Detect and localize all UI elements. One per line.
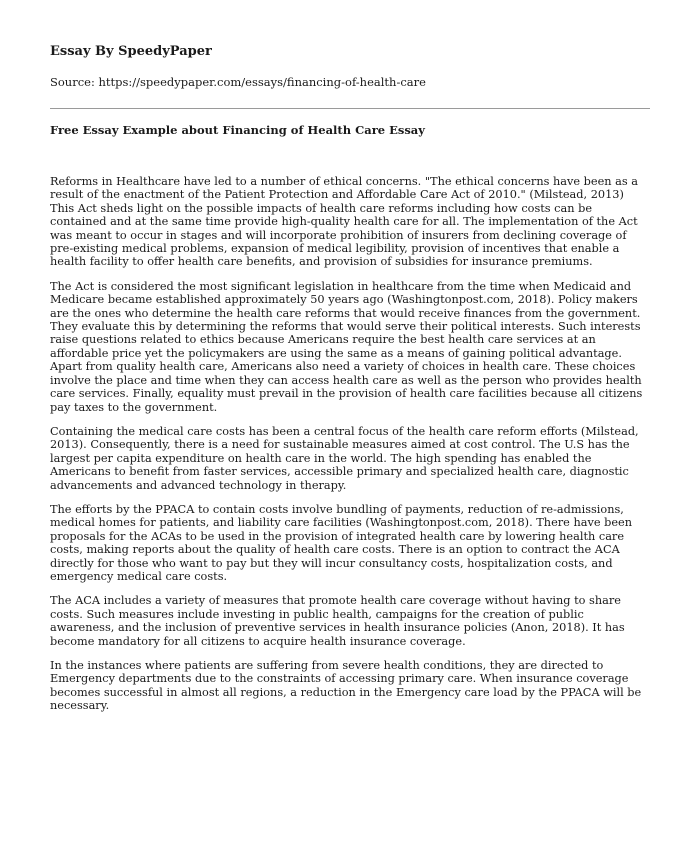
essay-title: Free Essay Example about Financing of Health Care Essay [50,123,425,137]
source-line: Source: https://speedypaper.com/essays/financing-of-health-care [50,75,426,89]
paragraph-2: The Act is considered the most significant legislation in healthcare from the time when Medicaid and Medicare became established approximately 50 years ago (Washingtonpost.com, 2018). Policy makers are the ones who determine the health care reforms that would receive finances from the government. They evaluate this by determining the reforms that would serve their political interests. Such interests raise questions related to ethics because Americans require the best health care services at an affordable price yet the policymakers are using the same as a means of gaining political advantage. Apart from quality health care, Americans also need a variety of choices in health care. These choices involve the place and time when they can access health care as well as the person who provides health care services. Finally, equality must prevail in the provision of health care facilities because all citizens pay taxes to the government. [50,279,643,414]
paragraph-4: The efforts by the PPACA to contain costs involve bundling of payments, reduction of re-admissions, medical homes for patients, and liability care facilities (Washingtonpost.com, 2018). There have been proposals for the ACAs to be used in the provision of integrated health care by lowering health care costs, making reports about the quality of health care costs. There is an option to contract the ACA directly for those who want to pay but they will incur consultancy costs, hospitalization costs, and emergency medical care costs. [50,502,632,583]
paragraph-1: Reforms in Healthcare have led to a number of ethical concerns. "The ethical concerns have been as a result of the enactment of the Patient Protection and Affordable Care Act of 2010." (Milstead, 2013) This Act sheds light on the possible impacts of health care reforms including how costs can be contained and at the same time provide high-quality health care for all. The implementation of the Act was meant to occur in stages and will incorporate prohibition of insurers from declining coverage of pre-existing medical problems, expansion of medical legibility, provision of incentives that enable a health facility to offer health care benefits, and provision of subsidies for insurance premiums. [50,175,638,269]
paragraph-6: In the instances where patients are suffering from severe health conditions, they are directed to Emergency departments due to the constraints of accessing primary care. When insurance coverage becomes successful in almost all regions, a reduction in the Emergency care load by the PPACA will be necessary. [50,659,642,713]
essay-body [50,175,650,713]
publisher-title: Essay By SpeedyPaper [50,44,212,59]
header-divider [50,108,650,109]
paragraph-5: The ACA includes a variety of measures that promote health care coverage without having to share costs. Such measures include investing in public health, campaigns for the creation of public awareness, and the inclusion of preventive services in health insurance policies (Anon, 2018). It has become mandatory for all citizens to acquire health insurance coverage. [50,594,625,648]
paragraph-3: Containing the medical care costs has been a central focus of the health care reform efforts (Milstead, 2013). Consequently, there is a need for sustainable measures aimed at cost control. The U.S has the largest per capita expenditure on health care in the world. The high spending has enabled the Americans to benefit from faster services, accessible primary and specialized health care, diagnostic advancements and advanced technology in therapy. [50,424,639,492]
